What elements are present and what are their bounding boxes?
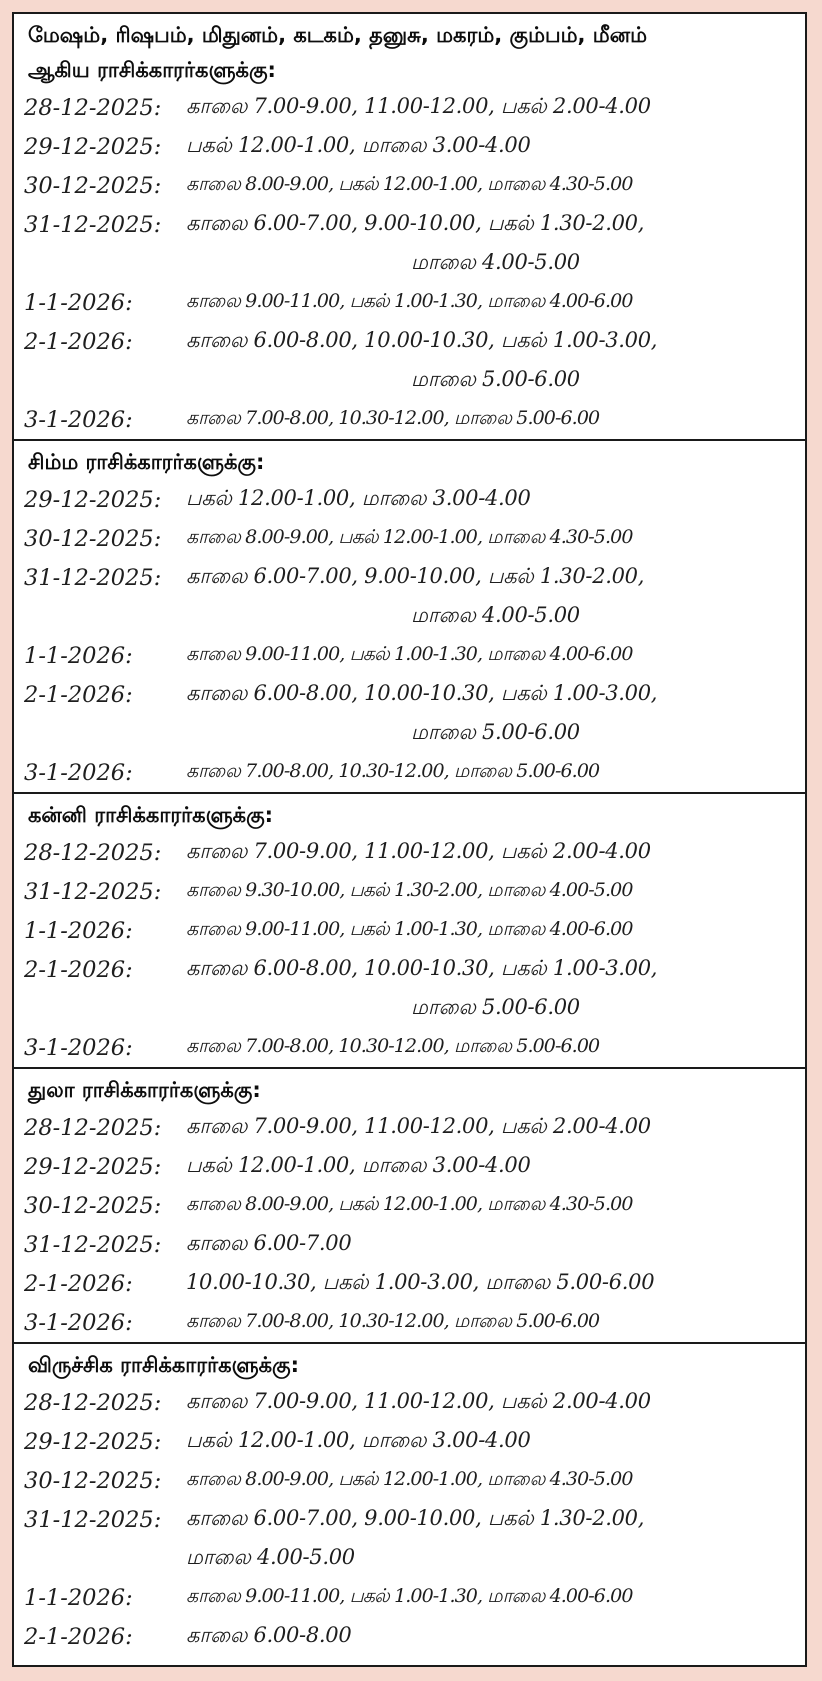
date-label: 1-1-2026: bbox=[24, 642, 133, 669]
heading-line: சிம்ம ராசிக்காரர்களுக்கு: bbox=[28, 450, 265, 474]
time-slots: காலை 7.00-8.00, 10.30-12.00, மாலை 5.00-6.00 bbox=[186, 407, 600, 429]
date-label: 30-12-2025: bbox=[24, 172, 162, 199]
schedule-row bbox=[14, 322, 805, 361]
schedule-row bbox=[14, 1383, 805, 1422]
heading-line: மேஷம், ரிஷபம், மிதுனம், கடகம், தனுசு, மகரம், கும்பம், மீனம் bbox=[28, 23, 647, 47]
schedule-row bbox=[14, 1147, 805, 1186]
time-slots: காலை 6.00-8.00, 10.00-10.30, பகல் 1.00-3.00, bbox=[186, 328, 658, 352]
time-slots: காலை 6.00-8.00, 10.00-10.30, பகல் 1.00-3.00, bbox=[186, 681, 658, 705]
section-heading bbox=[14, 14, 805, 88]
schedule-row bbox=[14, 400, 805, 439]
time-slots: காலை 6.00-8.00 bbox=[186, 1623, 352, 1647]
schedule-row bbox=[14, 1303, 805, 1342]
date-label: 1-1-2026: bbox=[24, 289, 133, 316]
time-slots: காலை 8.00-9.00, பகல் 12.00-1.00, மாலை 4.30-5.00 bbox=[186, 1193, 633, 1215]
rows-list bbox=[14, 1108, 805, 1342]
schedule-row bbox=[14, 88, 805, 127]
schedule-row bbox=[14, 1539, 805, 1578]
date-label: 3-1-2026: bbox=[24, 1034, 133, 1061]
time-slots: மாலை 5.00-6.00 bbox=[411, 995, 580, 1019]
schedule-row bbox=[14, 911, 805, 950]
date-label: 3-1-2026: bbox=[24, 406, 133, 433]
schedule-row bbox=[14, 1422, 805, 1461]
time-slots: காலை 9.30-10.00, பகல் 1.30-2.00, மாலை 4.00-5.00 bbox=[186, 879, 633, 901]
heading-line: விருச்சிக ராசிக்காரர்களுக்கு: bbox=[28, 1353, 299, 1377]
time-slots: காலை 9.00-11.00, பகல் 1.00-1.30, மாலை 4.00-6.00 bbox=[186, 290, 633, 312]
schedule-row bbox=[14, 950, 805, 989]
schedule-row bbox=[14, 1108, 805, 1147]
date-label: 31-12-2025: bbox=[24, 1506, 162, 1533]
schedule-row bbox=[14, 166, 805, 205]
date-label: 30-12-2025: bbox=[24, 1467, 162, 1494]
date-label: 28-12-2025: bbox=[24, 839, 162, 866]
schedule-row bbox=[14, 1617, 805, 1656]
section-heading bbox=[14, 1069, 805, 1108]
section-heading bbox=[14, 794, 805, 833]
date-label: 28-12-2025: bbox=[24, 94, 162, 121]
schedule-row bbox=[14, 1225, 805, 1264]
schedule-row bbox=[14, 989, 805, 1028]
schedule-row bbox=[14, 1500, 805, 1539]
section-heading bbox=[14, 441, 805, 480]
schedule-row bbox=[14, 1578, 805, 1617]
date-label: 31-12-2025: bbox=[24, 211, 162, 238]
time-slots: காலை 7.00-8.00, 10.30-12.00, மாலை 5.00-6.00 bbox=[186, 760, 600, 782]
time-slots: காலை 6.00-7.00, 9.00-10.00, பகல் 1.30-2.00, bbox=[186, 564, 645, 588]
schedule-row bbox=[14, 1461, 805, 1500]
section-viruchigam bbox=[14, 1344, 805, 1656]
time-slots: காலை 7.00-9.00, 11.00-12.00, பகல் 2.00-4.00 bbox=[186, 1389, 651, 1413]
rows-list bbox=[14, 1383, 805, 1656]
schedule-row bbox=[14, 283, 805, 322]
time-slots: மாலை 5.00-6.00 bbox=[411, 367, 580, 391]
time-slots: மாலை 4.00-5.00 bbox=[411, 603, 580, 627]
time-slots: காலை 6.00-8.00, 10.00-10.30, பகல் 1.00-3.00, bbox=[186, 956, 658, 980]
time-slots: மாலை 4.00-5.00 bbox=[186, 1545, 355, 1569]
time-slots: காலை 9.00-11.00, பகல் 1.00-1.30, மாலை 4.00-6.00 bbox=[186, 1585, 633, 1607]
schedule-row bbox=[14, 872, 805, 911]
rows-list bbox=[14, 480, 805, 792]
time-slots: காலை 8.00-9.00, பகல் 12.00-1.00, மாலை 4.30-5.00 bbox=[186, 173, 633, 195]
date-label: 28-12-2025: bbox=[24, 1389, 162, 1416]
schedule-row bbox=[14, 1028, 805, 1067]
schedule-row bbox=[14, 1186, 805, 1225]
section-heading bbox=[14, 1344, 805, 1383]
date-label: 29-12-2025: bbox=[24, 486, 162, 513]
date-label: 2-1-2026: bbox=[24, 1270, 133, 1297]
time-slots: 10.00-10.30, பகல் 1.00-3.00, மாலை 5.00-6.00 bbox=[186, 1270, 655, 1294]
time-slots: மாலை 4.00-5.00 bbox=[411, 250, 580, 274]
time-slots: பகல் 12.00-1.00, மாலை 3.00-4.00 bbox=[186, 486, 531, 510]
rows-list bbox=[14, 88, 805, 439]
time-slots: காலை 9.00-11.00, பகல் 1.00-1.30, மாலை 4.00-6.00 bbox=[186, 643, 633, 665]
date-label: 29-12-2025: bbox=[24, 133, 162, 160]
schedule-row bbox=[14, 127, 805, 166]
rows-list bbox=[14, 833, 805, 1067]
schedule-row bbox=[14, 714, 805, 753]
date-label: 29-12-2025: bbox=[24, 1153, 162, 1180]
date-label: 31-12-2025: bbox=[24, 878, 162, 905]
time-slots: காலை 8.00-9.00, பகல் 12.00-1.00, மாலை 4.30-5.00 bbox=[186, 526, 633, 548]
time-slots: காலை 7.00-9.00, 11.00-12.00, பகல் 2.00-4.00 bbox=[186, 94, 651, 118]
section-group-1 bbox=[14, 14, 805, 441]
date-label: 31-12-2025: bbox=[24, 1231, 162, 1258]
date-label: 30-12-2025: bbox=[24, 525, 162, 552]
time-slots: காலை 6.00-7.00, 9.00-10.00, பகல் 1.30-2.00, bbox=[186, 1506, 645, 1530]
date-label: 2-1-2026: bbox=[24, 328, 133, 355]
time-slots: காலை 7.00-8.00, 10.30-12.00, மாலை 5.00-6.00 bbox=[186, 1310, 600, 1332]
date-label: 2-1-2026: bbox=[24, 681, 133, 708]
time-slots: பகல் 12.00-1.00, மாலை 3.00-4.00 bbox=[186, 1153, 531, 1177]
schedule-row bbox=[14, 205, 805, 244]
schedule-row bbox=[14, 361, 805, 400]
date-label: 31-12-2025: bbox=[24, 564, 162, 591]
date-label: 1-1-2026: bbox=[24, 917, 133, 944]
time-slots: பகல் 12.00-1.00, மாலை 3.00-4.00 bbox=[186, 1428, 531, 1452]
time-slots: காலை 7.00-9.00, 11.00-12.00, பகல் 2.00-4.00 bbox=[186, 1114, 651, 1138]
section-simha bbox=[14, 441, 805, 794]
schedule-row bbox=[14, 244, 805, 283]
section-thula bbox=[14, 1069, 805, 1344]
schedule-row bbox=[14, 636, 805, 675]
schedule-row bbox=[14, 480, 805, 519]
time-slots: காலை 6.00-7.00 bbox=[186, 1231, 352, 1255]
schedule-row bbox=[14, 833, 805, 872]
section-kanni bbox=[14, 794, 805, 1069]
date-label: 3-1-2026: bbox=[24, 1309, 133, 1336]
schedule-row bbox=[14, 597, 805, 636]
heading-line: கன்னி ராசிக்காரர்களுக்கு: bbox=[28, 803, 274, 827]
schedule-row bbox=[14, 519, 805, 558]
heading-line: துலா ராசிக்காரர்களுக்கு: bbox=[28, 1078, 261, 1102]
time-slots: மாலை 5.00-6.00 bbox=[411, 720, 580, 744]
date-label: 1-1-2026: bbox=[24, 1584, 133, 1611]
date-label: 2-1-2026: bbox=[24, 956, 133, 983]
time-slots: காலை 6.00-7.00, 9.00-10.00, பகல் 1.30-2.00, bbox=[186, 211, 645, 235]
schedule-row bbox=[14, 675, 805, 714]
date-label: 3-1-2026: bbox=[24, 759, 133, 786]
time-slots: காலை 7.00-8.00, 10.30-12.00, மாலை 5.00-6.00 bbox=[186, 1035, 600, 1057]
time-slots: காலை 7.00-9.00, 11.00-12.00, பகல் 2.00-4.00 bbox=[186, 839, 651, 863]
schedule-row bbox=[14, 558, 805, 597]
time-slots: காலை 9.00-11.00, பகல் 1.00-1.30, மாலை 4.00-6.00 bbox=[186, 918, 633, 940]
heading-line: ஆகிய ராசிக்காரர்களுக்கு: bbox=[28, 58, 276, 82]
schedule-box bbox=[12, 12, 807, 1667]
time-slots: காலை 8.00-9.00, பகல் 12.00-1.00, மாலை 4.30-5.00 bbox=[186, 1468, 633, 1490]
date-label: 29-12-2025: bbox=[24, 1428, 162, 1455]
schedule-row bbox=[14, 753, 805, 792]
date-label: 28-12-2025: bbox=[24, 1114, 162, 1141]
schedule-row bbox=[14, 1264, 805, 1303]
date-label: 30-12-2025: bbox=[24, 1192, 162, 1219]
time-slots: பகல் 12.00-1.00, மாலை 3.00-4.00 bbox=[186, 133, 531, 157]
date-label: 2-1-2026: bbox=[24, 1623, 133, 1650]
